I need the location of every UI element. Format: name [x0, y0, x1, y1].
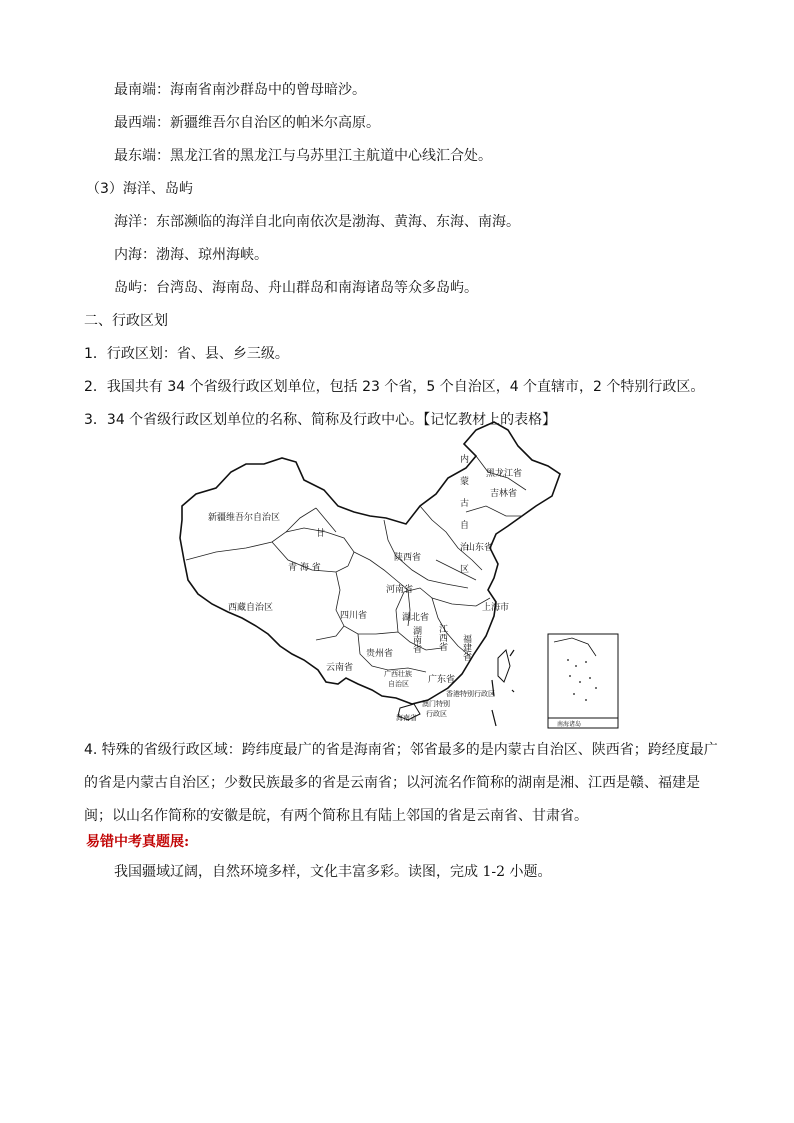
label-hongkong: 香港特别行政区 — [446, 690, 495, 698]
label-guangxi-2: 自治区 — [388, 680, 409, 688]
inland-sea-line: 内海：渤海、琼州海峡。 — [114, 247, 268, 263]
label-hubei: 湖北省 — [402, 613, 430, 623]
label-shanghai: 上海市 — [482, 603, 510, 613]
westmost-line: 最西端：新疆维吾尔自治区的帕米尔高原。 — [114, 115, 380, 131]
exam-heading: 易错中考真题展: — [86, 834, 190, 850]
label-shandong: 山东省 — [466, 543, 494, 553]
province-borders — [186, 456, 526, 672]
label-fujian: 福建省 — [461, 634, 471, 661]
label-guangdong: 广东省 — [428, 675, 456, 685]
label-qinghai: 青 海 省 — [288, 563, 321, 573]
islands-line: 岛屿：台湾岛、海南岛、舟山群岛和南海诸岛等众多岛屿。 — [114, 280, 478, 296]
sea-heading: （3）海洋、岛屿 — [86, 181, 193, 197]
label-sichuan: 四川省 — [340, 611, 368, 621]
inset-caption: 南海诸岛 — [557, 721, 582, 728]
label-shaanxi: 陕西省 — [394, 553, 422, 563]
china-map — [176, 420, 626, 730]
southmost-line: 最南端：海南省南沙群岛中的曾母暗沙。 — [114, 82, 366, 98]
admin-item-3: 3．34 个省级行政区划单位的名称、简称及行政中心。【记忆教材上的表格】 — [84, 412, 557, 428]
label-guangxi: 广西壮族 — [384, 670, 412, 678]
label-macao: 澳门特别 — [422, 700, 450, 708]
eastmost-line: 最东端：黑龙江省的黑龙江与乌苏里江主航道中心线汇合处。 — [114, 148, 492, 164]
label-hunan: 湖南省 — [411, 626, 421, 653]
admin-item-2: 2．我国共有 34 个省级行政区划单位，包括 23 个省，5 个自治区，4 个直辖市，2 个特别行政区。 — [84, 379, 705, 395]
admin-item-1: 1．行政区划：省、县、乡三级。 — [84, 346, 289, 362]
china-outline — [180, 422, 560, 704]
admin-heading: 二、行政区划 — [84, 313, 168, 329]
label-neimenggu: 内蒙古自治区 — [458, 454, 468, 586]
label-heilongjiang: 黑龙江省 — [486, 469, 523, 479]
south-china-sea-inset — [548, 634, 618, 728]
label-jilin: 吉林省 — [490, 489, 518, 499]
ocean-line: 海洋：东部濒临的海洋自北向南依次是渤海、黄海、东海、南海。 — [114, 214, 520, 230]
label-macao-2: 行政区 — [426, 710, 447, 718]
exam-intro: 我国疆域辽阔，自然环境多样，文化丰富多彩。读图，完成 1-2 小题。 — [114, 864, 552, 880]
label-guizhou: 贵州省 — [366, 649, 394, 659]
label-gansu: 甘 — [316, 529, 326, 539]
label-henan: 河南省 — [386, 585, 414, 595]
label-jiangxi: 江西省 — [437, 624, 447, 651]
label-yunnan: 云南省 — [326, 663, 354, 673]
taiwan-island — [498, 650, 510, 682]
label-xinjiang: 新疆维吾尔自治区 — [208, 513, 281, 523]
item-4-paragraph: 4. 特殊的省级行政区域：跨纬度最广的省是海南省；邻省最多的是内蒙古自治区、陕西省；跨经度最广的省是内蒙古自治区；少数民族最多的省是云南省；以河流名作简称的湖南是湘、江西是赣、福建是闽；以山名作简称的安徽是皖，有两个简称且有陆上邻国的省是云南省、甘肃省。 — [84, 742, 718, 824]
label-hainan: 海南省 — [396, 714, 417, 722]
label-xizang: 西藏自治区 — [228, 603, 274, 613]
south-sea-marks — [492, 650, 514, 726]
